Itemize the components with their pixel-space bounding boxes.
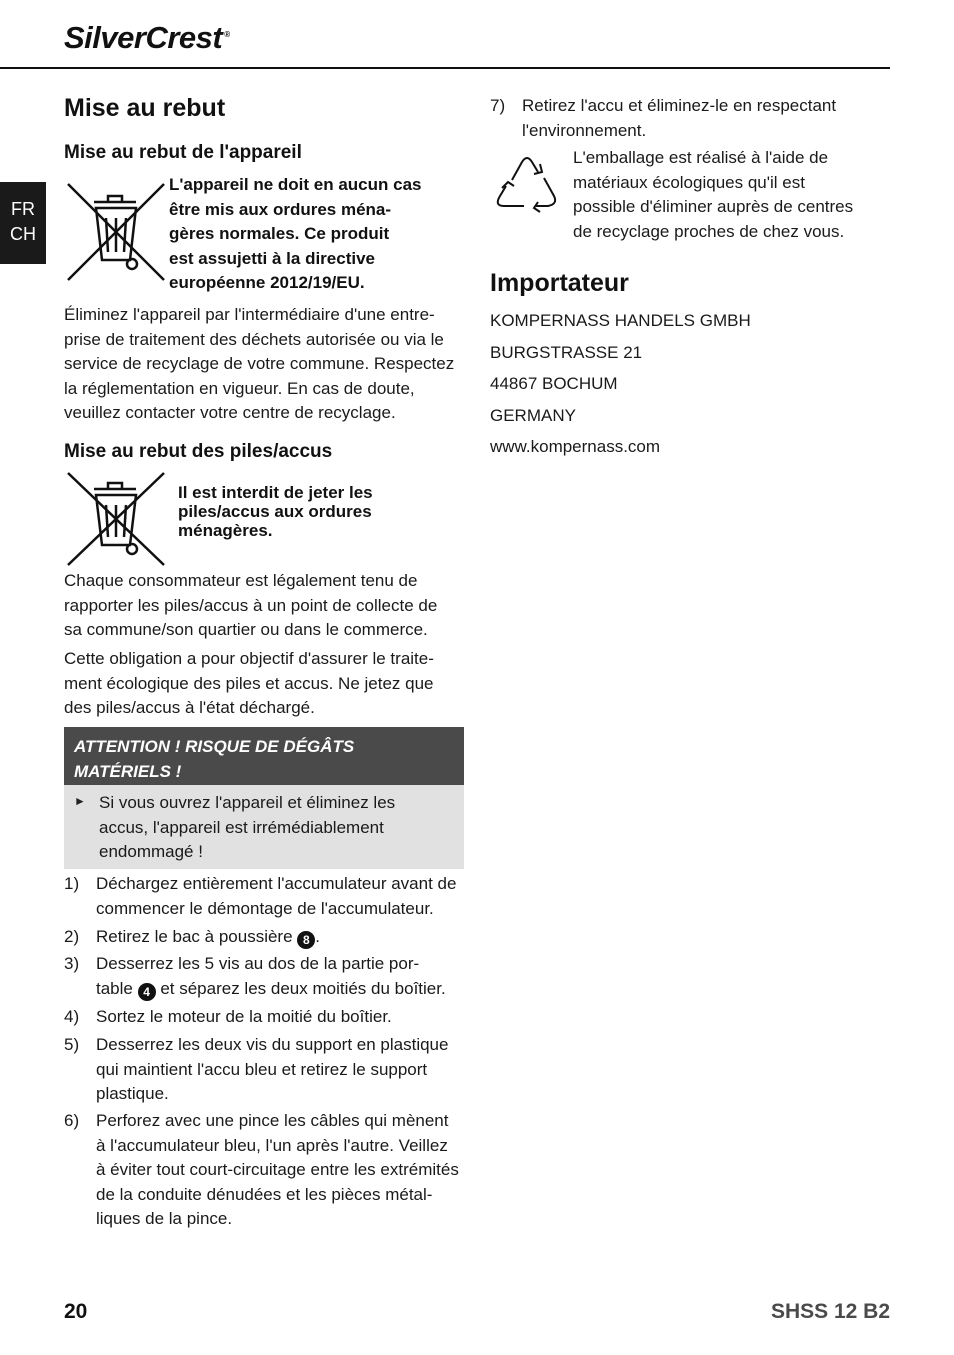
text-line: l'environnement. [522,120,647,140]
battery-paragraph-2 [64,647,474,721]
page-number: 20 [64,1300,88,1323]
step-text [96,1109,476,1232]
text-line: à éviter tout court-circuitage entre les extrémités [96,1160,459,1179]
notice-line: Il est interdit de jeter les [178,483,373,502]
text-line: L'emballage est réalisé à l'aide de [573,148,829,167]
notice-line: être mis aux ordures ména- [169,199,392,219]
text-line: service de recyclage de votre commune. Respectez [64,354,455,373]
device-notice [169,173,469,296]
text-line: endommagé ! [99,842,203,861]
text-line: Perforez avec une pince les câbles qui mènent [96,1111,449,1130]
section-title-disposal: Mise au rebut [64,94,226,122]
address-line: 44867 BOCHUM [490,374,618,393]
importer-address [490,305,870,463]
triangle-right-icon: ► [74,794,86,808]
importer-website: www.kompernass.com [490,437,661,456]
text-line: Déchargez entièrement l'accumulateur avant de [96,874,457,893]
warning-heading-line: MATÉRIELS ! [74,762,182,781]
text-line: Sortez le moteur de la moitié du boîtier. [96,1007,392,1026]
registered-mark: ® [224,29,230,39]
device-paragraph [64,303,474,426]
text-line: rapporter les piles/accus à un point de collecte de [64,595,438,615]
notice-line: L'appareil ne doit en aucun cas [169,175,422,194]
step-text [96,952,476,1001]
text-line: ment écologique des piles et accus. Ne jetez que [64,673,434,693]
text-line: Cette obligation a pour objectif d'assurer le traite- [64,649,434,668]
step-number: 1) [64,874,80,893]
text-run: . [315,927,321,946]
lang-line-1: FR [11,199,35,219]
text-line: de recyclage proches de chez vous. [573,221,845,241]
step-number: 7) [490,96,506,115]
text-run: et séparez les deux moitiés du boîtier. [155,978,446,998]
step-number: 3) [64,954,80,973]
address-line: KOMPERNASS HANDELS GMBH [490,311,751,330]
warning-heading-line: ATTENTION ! RISQUE DE DÉGÂTS [74,737,355,756]
warning-bullet-text [99,791,439,865]
heading-battery-disposal: Mise au rebut des piles/accus [64,441,333,462]
text-line: à l'accumulateur bleu, l'un après l'autre. Veillez [96,1135,448,1155]
text-line: plastique. [96,1084,169,1103]
crossed-bin-battery-icon [64,471,168,567]
part-number-badge: 8 [297,931,315,949]
text-line: prise de traitement des déchets autorisée ou via le [64,329,444,349]
warning-body [64,785,464,869]
section-title-importer: Importateur [490,269,629,297]
step-text [522,94,836,143]
notice-line: ménagères. [178,521,273,540]
text-line: matériaux écologiques qu'il est [573,172,805,192]
text-line: possible d'éliminer auprès de centres [573,197,854,216]
warning-heading [64,727,464,785]
model-number: SHSS 12 B2 [770,1300,890,1323]
step-number: 4) [64,1007,80,1026]
crossed-bin-icon [64,180,168,284]
header-rule [0,67,890,69]
text-run: table [96,978,138,998]
notice-line: gères normales. Ce produit [169,224,390,243]
step-number: 2) [64,927,80,946]
step-text [96,1005,392,1030]
brand-name: SilverCrest [64,20,223,55]
step-text [96,925,320,950]
text-line: la réglementation en vigueur. En cas de doute, [64,378,415,398]
text-run: Retirez le bac à poussière [96,927,298,946]
step-text [96,1033,448,1107]
text-line: commencer le démontage de l'accumulateur. [96,898,434,918]
step-number: 5) [64,1035,80,1054]
text-line: Si vous ouvrez l'appareil et éliminez les [99,793,396,812]
text-line [96,977,476,1002]
notice-line: piles/accus aux ordures [178,502,372,521]
notice-line: européenne 2012/19/EU. [169,273,365,292]
text-line: Éliminez l'appareil par l'intermédiaire d'une entre- [64,305,435,324]
recycle-icon [490,150,564,220]
text-line: Desserrez les 5 vis au dos de la partie por- [96,954,420,973]
battery-notice [178,483,458,540]
recycle-text [573,146,873,244]
brand-logo [64,20,230,56]
address-line: BURGSTRASSE 21 [490,342,643,362]
text-line: veuillez contacter votre centre de recyclage. [64,403,396,422]
language-tab [0,182,46,264]
text-line: des piles/accus à l'état déchargé. [64,698,315,717]
text-line: Chaque consommateur est légalement tenu de [64,571,418,590]
step-text [96,872,456,921]
text-line: Retirez l'accu et éliminez-le en respectant [522,96,837,115]
text-line: accus, l'appareil est irrémédiablement [99,817,384,837]
text-line: de la conduite dénudées et les pièces métal- [96,1184,433,1204]
lang-line-2: CH [10,224,36,244]
text-line: Desserrez les deux vis du support en plastique [96,1035,449,1054]
text-line: liques de la pince. [96,1209,233,1228]
address-line: GERMANY [490,405,576,425]
part-number-badge: 4 [138,983,156,1001]
notice-line: est assujetti à la directive [169,248,375,268]
text-line: qui maintient l'accu bleu et retirez le support [96,1059,428,1079]
text-line: sa commune/son quartier ou dans le commerce. [64,620,428,639]
step-number: 6) [64,1111,80,1130]
battery-paragraph-1 [64,569,474,643]
heading-device-disposal: Mise au rebut de l'appareil [64,142,302,163]
